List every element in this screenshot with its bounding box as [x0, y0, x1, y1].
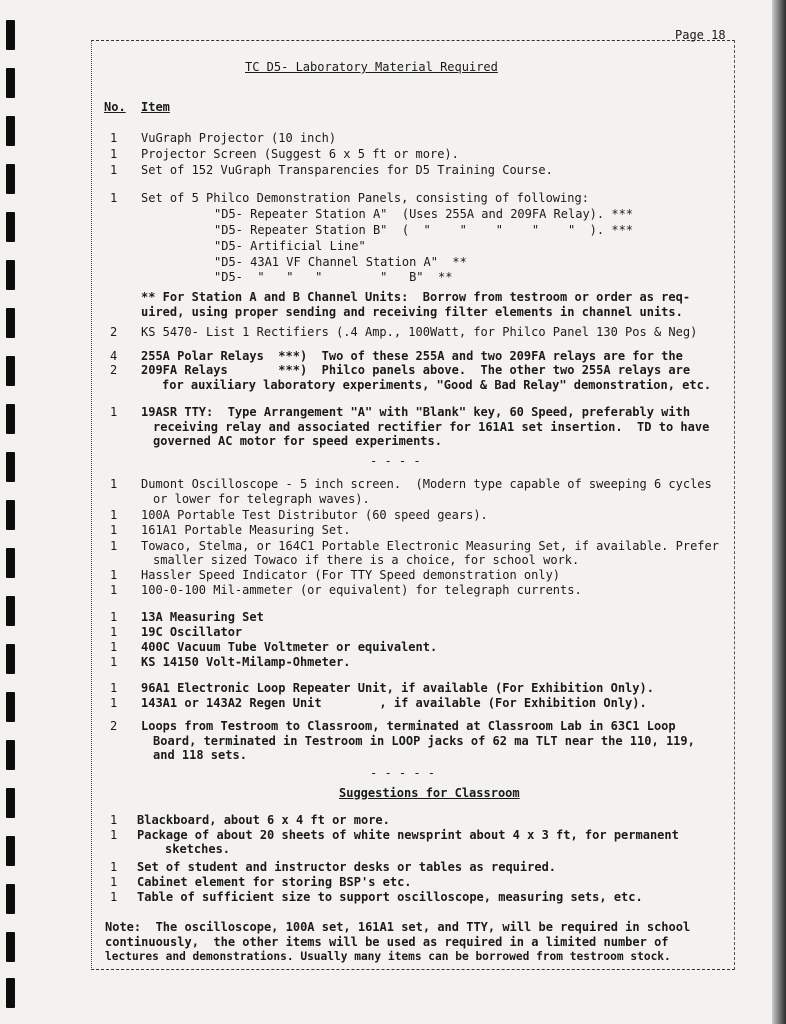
item-qty: 1 — [110, 163, 118, 177]
binder-hole — [6, 836, 15, 866]
item-qty: 1 — [110, 191, 118, 205]
item-qty: 1 — [110, 405, 118, 419]
item-text: for auxiliary laboratory experiments, "Good & Bad Relay" demonstration, etc. — [162, 378, 712, 392]
item-text: sketches. — [165, 842, 231, 856]
footnote-line: lectures and demonstrations. Usually many items can be borrowed from testroom stock. — [105, 950, 671, 963]
item-qty: 1 — [110, 625, 118, 639]
separator: - - - - — [370, 454, 421, 468]
item-qty: 1 — [110, 696, 118, 710]
column-header-no: No. — [104, 100, 126, 114]
item-text: Loops from Testroom to Classroom, terminated at Classroom Lab in 63C1 Loop — [141, 719, 676, 733]
binder-hole — [6, 548, 15, 578]
binder-hole — [6, 404, 15, 434]
item-qty: 1 — [110, 875, 118, 889]
item-text: 96A1 Electronic Loop Repeater Unit, if available (For Exhibition Only). — [141, 681, 654, 695]
binder-hole — [6, 260, 15, 290]
item-text: 100-0-100 Mil-ammeter (or equivalent) for telegraph currents. — [141, 583, 582, 597]
panel-line: "D5- " " " " B" ** — [214, 270, 453, 284]
item-text: receiving relay and associated rectifier for 161A1 set insertion. TD to have — [153, 420, 710, 434]
item-text: KS 14150 Volt-Milamp-Ohmeter. — [141, 655, 351, 669]
binder-hole — [6, 692, 15, 722]
binder-hole — [6, 164, 15, 194]
item-text: Package of about 20 sheets of white newsprint about 4 x 3 ft, for permanent — [137, 828, 679, 842]
column-header-item: Item — [141, 100, 170, 114]
item-text: Projector Screen (Suggest 6 x 5 ft or more). — [141, 147, 459, 161]
item-text: Set of 5 Philco Demonstration Panels, consisting of following: — [141, 191, 589, 205]
section-subtitle: Suggestions for Classroom — [339, 786, 520, 800]
item-text: Towaco, Stelma, or 164C1 Portable Electronic Measuring Set, if available. Prefer — [141, 539, 719, 553]
binder-hole — [6, 68, 15, 98]
item-qty: 1 — [110, 828, 118, 842]
item-qty: 4 — [110, 349, 118, 363]
item-text: Blackboard, about 6 x 4 ft or more. — [137, 813, 390, 827]
item-qty: 1 — [110, 583, 118, 597]
item-qty: 1 — [110, 813, 118, 827]
binder-hole — [6, 116, 15, 146]
item-qty: 1 — [110, 523, 118, 537]
item-text: Board, terminated in Testroom in LOOP jacks of 62 ma TLT near the 110, 119, — [153, 734, 695, 748]
item-qty: 1 — [110, 508, 118, 522]
item-qty: 2 — [110, 325, 118, 339]
item-text: Hassler Speed Indicator (For TTY Speed demonstration only) — [141, 568, 561, 582]
binder-hole — [6, 740, 15, 770]
binder-hole — [6, 644, 15, 674]
binder-hole — [6, 500, 15, 530]
item-text: 255A Polar Relays ***) Two of these 255A and two 209FA relays are for the — [141, 349, 683, 363]
item-qty: 1 — [110, 860, 118, 874]
item-text: Set of student and instructor desks or tables as required. — [137, 860, 557, 874]
item-text: 161A1 Portable Measuring Set. — [141, 523, 351, 537]
binder-hole — [6, 452, 15, 482]
panel-note: uired, using proper sending and receiving filter elements in channel units. — [141, 305, 683, 319]
binder-hole — [6, 788, 15, 818]
binder-hole — [6, 308, 15, 338]
binder-hole — [6, 356, 15, 386]
binder-hole — [6, 20, 15, 50]
item-text: Cabinet element for storing BSP's etc. — [137, 875, 412, 889]
item-text: and 118 sets. — [153, 748, 247, 762]
panel-line: "D5- Repeater Station A" (Uses 255A and 209FA Relay). *** — [214, 207, 634, 221]
item-qty: 1 — [110, 147, 118, 161]
item-text: Set of 152 VuGraph Transparencies for D5 Training Course. — [141, 163, 553, 177]
panel-line: "D5- 43A1 VF Channel Station A" ** — [214, 255, 467, 269]
separator: - - - - - — [370, 766, 436, 780]
item-qty: 1 — [110, 477, 118, 491]
panel-line: "D5- Artificial Line" — [214, 239, 366, 253]
item-qty: 1 — [110, 131, 118, 145]
item-qty: 1 — [110, 890, 118, 904]
binder-hole — [6, 884, 15, 914]
item-text: 143A1 or 143A2 Regen Unit , if available (For Exhibition Only). — [141, 696, 647, 710]
page-edge-shadow — [772, 0, 786, 1024]
footnote-line: continuously, the other items will be used as required in a limited number of — [105, 935, 669, 949]
item-text: 19ASR TTY: Type Arrangement "A" with "Blank" key, 60 Speed, preferably with — [141, 405, 691, 419]
item-text: VuGraph Projector (10 inch) — [141, 131, 337, 145]
page-number: Page 18 — [675, 28, 726, 42]
item-qty: 2 — [110, 719, 118, 733]
item-qty: 1 — [110, 640, 118, 654]
binder-hole — [6, 978, 15, 1008]
binder-hole — [6, 932, 15, 962]
item-text: governed AC motor for speed experiments. — [153, 434, 442, 448]
item-text: KS 5470- List 1 Rectifiers (.4 Amp., 100Watt, for Philco Panel 130 Pos & Neg) — [141, 325, 698, 339]
item-text: 13A Measuring Set — [141, 610, 264, 624]
binder-hole — [6, 596, 15, 626]
binder-hole — [6, 212, 15, 242]
panel-line: "D5- Repeater Station B" ( " " " " " ). *** — [214, 223, 634, 237]
footnote-line: Note: The oscilloscope, 100A set, 161A1 set, and TTY, will be required in school — [105, 920, 691, 934]
item-text: or lower for telegraph waves). — [153, 492, 370, 506]
item-qty: 1 — [110, 539, 118, 553]
panel-note: ** For Station A and B Channel Units: Borrow from testroom or order as req- — [141, 290, 691, 304]
item-qty: 1 — [110, 655, 118, 669]
item-text: 100A Portable Test Distributor (60 speed gears). — [141, 508, 488, 522]
item-text: Table of sufficient size to support oscilloscope, measuring sets, etc. — [137, 890, 643, 904]
page-title: TC D5- Laboratory Material Required — [245, 60, 498, 74]
item-qty: 1 — [110, 568, 118, 582]
item-text: Dumont Oscilloscope - 5 inch screen. (Modern type capable of sweeping 6 cycles — [141, 477, 712, 491]
item-text: 400C Vacuum Tube Voltmeter or equivalent. — [141, 640, 438, 654]
item-qty: 1 — [110, 681, 118, 695]
item-text: 209FA Relays ***) Philco panels above. The other two 255A relays are — [141, 363, 691, 377]
item-qty: 1 — [110, 610, 118, 624]
item-text: smaller sized Towaco if there is a choice, for school work. — [153, 553, 580, 567]
item-text: 19C Oscillator — [141, 625, 243, 639]
item-qty: 2 — [110, 363, 118, 377]
